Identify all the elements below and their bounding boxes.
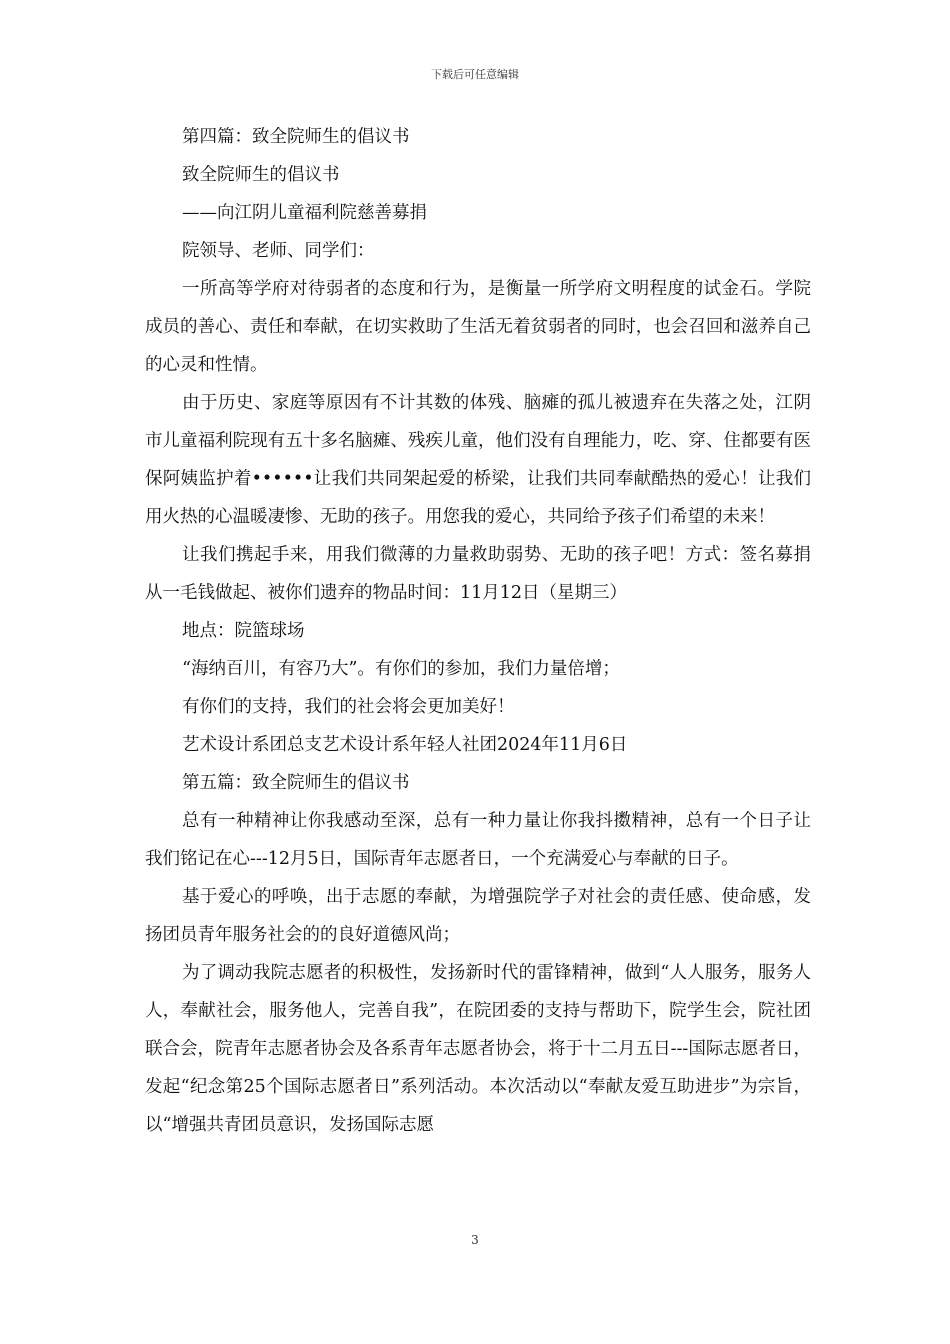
paragraph: “海纳百川，有容乃大”。有你们的参加，我们力量倍增； bbox=[182, 659, 620, 679]
paragraph: 一所高等学府对待弱者的态度和行为，是衡量一所学府文明程度的试金石。学院成员的善心、责任和奉献，在切实救助了生活无着贫弱者的同时，也会召回和滋养自己的心灵和性情。 bbox=[145, 279, 811, 375]
salutation: 院领导、老师、同学们： bbox=[182, 241, 375, 261]
document-body bbox=[145, 118, 811, 1144]
paragraph: 让我们携起手来，用我们微薄的力量救助弱势、无助的孩子吧！方式：签名募捐从一毛钱做起、被你们遗弃的物品时间：11月12日（星期三） bbox=[145, 545, 811, 603]
section-title: 第四篇：致全院师生的倡议书 bbox=[182, 127, 410, 147]
page-number: 3 bbox=[471, 1233, 479, 1247]
paragraph: 基于爱心的呼唤，出于志愿的奉献，为增强院学子对社会的责任感、使命感，发扬团员青年服务社会的的良好道德风尚； bbox=[145, 887, 811, 945]
letter-subtitle: ——向江阴儿童福利院慈善募捐 bbox=[182, 203, 427, 223]
section-title: 第五篇：致全院师生的倡议书 bbox=[182, 773, 410, 793]
paragraph: 总有一种精神让你我感动至深，总有一种力量让你我抖擞精神，总有一个日子让我们铭记在心---12月5日，国际青年志愿者日，一个充满爱心与奉献的日子。 bbox=[145, 811, 811, 869]
paragraph: 由于历史、家庭等原因有不计其数的体残、脑瘫的孤儿被遗弃在失落之处，江阴市儿童福利院现有五十多名脑瘫、残疾儿童，他们没有自理能力，吃、穿、住都要有医保阿姨监护着••••••让我们共同架起爱的桥梁，让我们共同奉献酷热的爱心！让我们用火热的心温暖凄惨、无助的孩子。用您我的爱心，共同给予孩子们希望的未来！ bbox=[145, 393, 811, 527]
letter-title: 致全院师生的倡议书 bbox=[182, 165, 340, 185]
paragraph: 为了调动我院志愿者的积极性，发扬新时代的雷锋精神，做到“人人服务，服务人人，奉献社会，服务他人，完善自我”，在院团委的支持与帮助下，院学生会，院社团联合会，院青年志愿者协会及各系青年志愿者协会，将于十二月五日---国际志愿者日，发起“纪念第25个国际志愿者日”系列活动。本次活动以“奉献友爱互助进步”为宗旨，以“增强共青团员意识，发扬国际志愿 bbox=[145, 963, 811, 1135]
location-line: 地点：院篮球场 bbox=[182, 621, 305, 641]
paragraph: 有你们的支持，我们的社会将会更加美好！ bbox=[182, 697, 515, 717]
page-header: 下载后可任意编辑 bbox=[431, 68, 519, 81]
signature-line: 艺术设计系团总支艺术设计系年轻人社团2024年11月6日 bbox=[182, 735, 628, 755]
